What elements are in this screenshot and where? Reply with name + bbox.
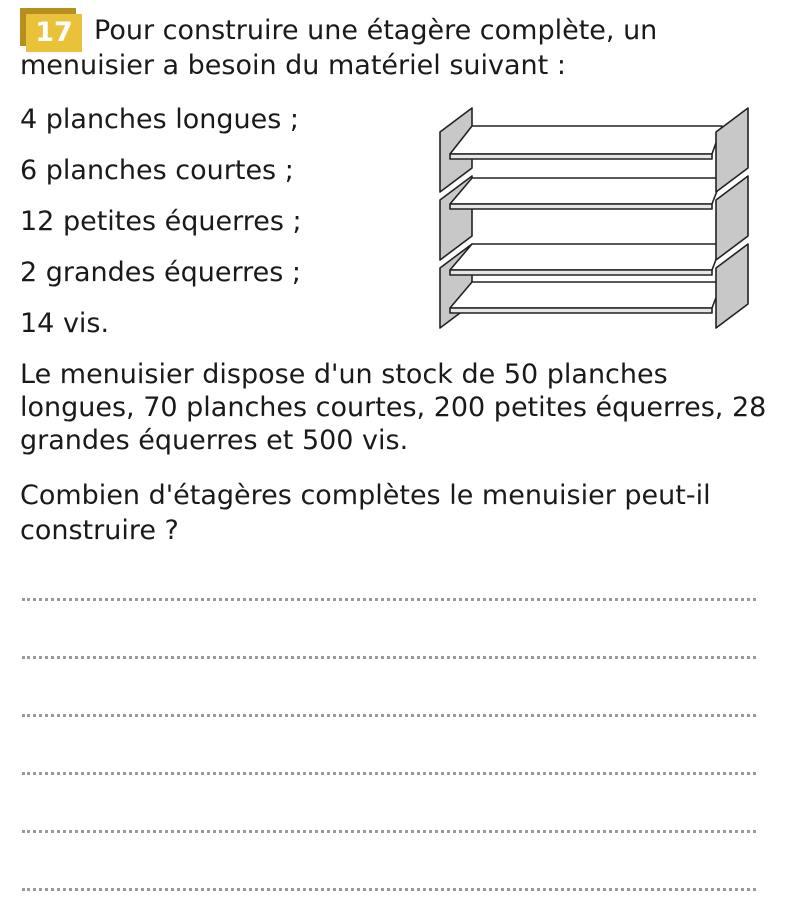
shelf-board-1 — [450, 126, 722, 159]
exercise-number: 17 — [26, 14, 82, 52]
exercise-intro: Pour construire une étagère complète, un menuisier a besoin du matériel suivant : — [20, 15, 658, 81]
answer-line[interactable] — [22, 830, 756, 833]
material-list — [20, 100, 302, 355]
material-item-small-brackets: 12 petites équerres ; — [20, 206, 302, 237]
material-item-large-brackets: 2 grandes équerres ; — [20, 257, 302, 288]
answer-line[interactable] — [22, 656, 756, 659]
stock-paragraph: Le menuisier dispose d'un stock de 50 planches longues, 70 planches courtes, 200 petites équerres, 28 grandes équerres et 500 vis. — [20, 359, 767, 456]
shelf-board-4 — [450, 282, 722, 313]
shelf-board-3 — [450, 244, 722, 275]
answer-line[interactable] — [22, 714, 756, 717]
answer-line[interactable] — [22, 598, 756, 601]
shelf-board-2 — [450, 178, 722, 209]
answer-line[interactable] — [22, 888, 756, 891]
shelf-illustration — [432, 96, 752, 336]
material-item-screws: 14 vis. — [20, 308, 110, 339]
question-text: Combien d'étagères complètes le menuisier peut-il construire ? — [20, 480, 711, 546]
material-item-short-boards: 6 planches courtes ; — [20, 155, 294, 186]
answer-line[interactable] — [22, 772, 756, 775]
material-item-long-boards: 4 planches longues ; — [20, 104, 300, 135]
